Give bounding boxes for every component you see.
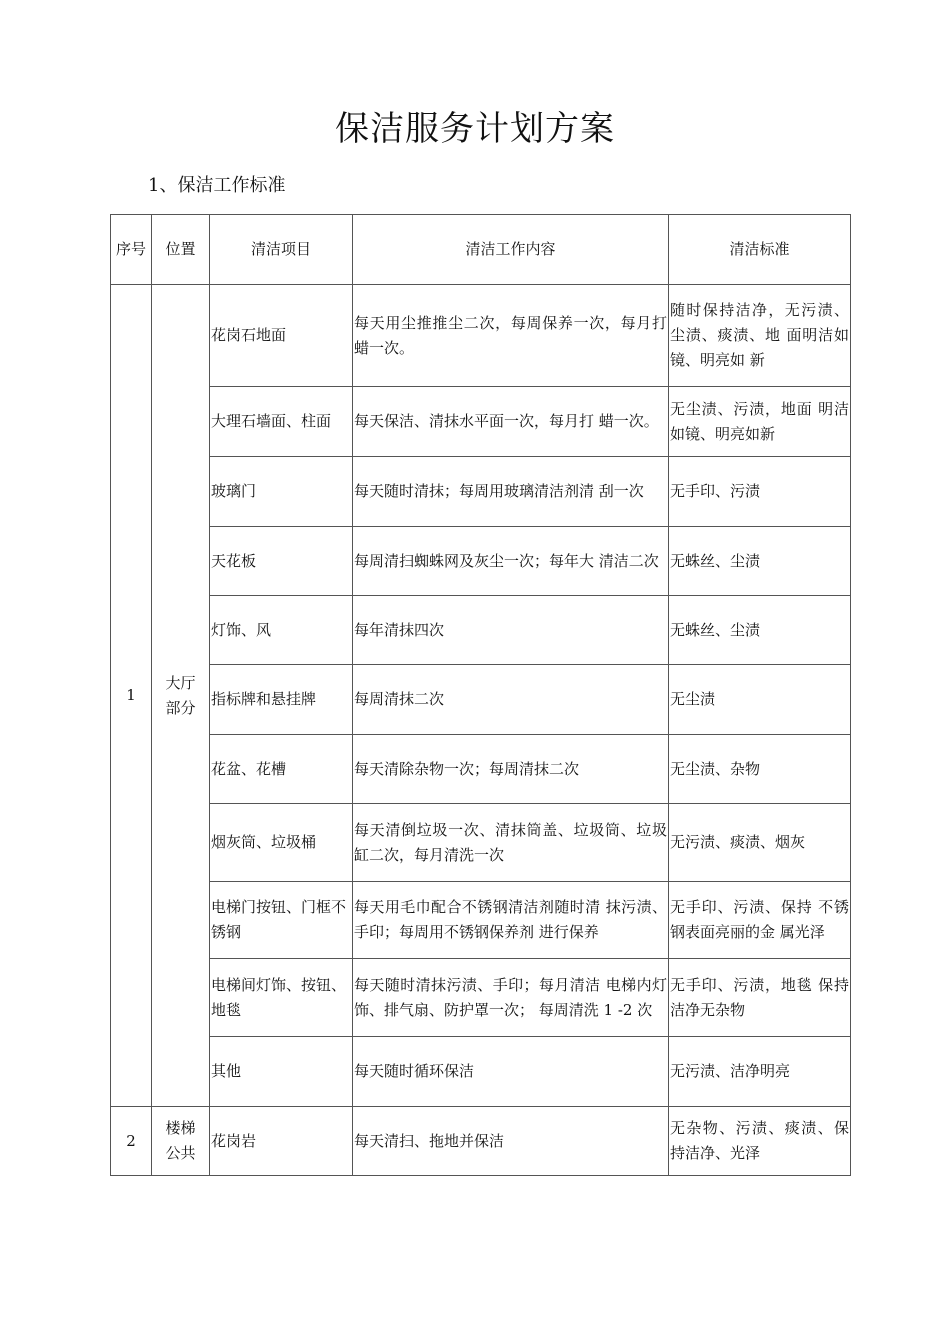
header-item: 清洁项目	[210, 215, 353, 285]
content-cell: 每天清倒垃圾一次、清抹筒盖、垃圾筒、垃圾缸二次，每月清洗一次	[353, 804, 669, 882]
table-row	[111, 596, 851, 665]
item-cell: 指标牌和悬挂牌	[210, 665, 353, 735]
page-title: 保洁服务计划方案	[335, 109, 615, 149]
item-cell: 灯饰、风	[210, 596, 353, 665]
content-cell: 每周清扫蜘蛛网及灰尘一次；每年大 清洁二次	[353, 527, 669, 596]
header-standard: 清洁标准	[669, 215, 851, 285]
content-cell: 每天用尘推推尘二次，每周保养一次，每月打蜡一次。	[353, 285, 669, 387]
item-cell: 天花板	[210, 527, 353, 596]
item-cell: 花岗石地面	[210, 285, 353, 387]
table-row	[111, 1107, 851, 1176]
content-cell: 每天随时循环保洁	[353, 1037, 669, 1107]
standard-cell: 无尘渍	[669, 665, 851, 735]
table-row	[111, 285, 851, 387]
table-row	[111, 665, 851, 735]
table-header-row	[111, 215, 851, 285]
header-content: 清洁工作内容	[353, 215, 669, 285]
table-row	[111, 959, 851, 1037]
header-no: 序号	[111, 215, 152, 285]
standard-cell: 无蛛丝、尘渍	[669, 596, 851, 665]
item-cell: 花岗岩	[210, 1107, 353, 1176]
location-cell: 大厅部分	[152, 285, 210, 1107]
standard-cell: 无手印、污渍	[669, 457, 851, 527]
standard-cell: 无手印、污渍、保持 不锈钢表面亮丽的金 属光泽	[669, 882, 851, 959]
table-row	[111, 387, 851, 457]
content-cell: 每周清抹二次	[353, 665, 669, 735]
standard-cell: 无尘渍、杂物	[669, 735, 851, 804]
table-row	[111, 804, 851, 882]
table-row	[111, 527, 851, 596]
item-cell: 花盆、花槽	[210, 735, 353, 804]
location-cell: 楼梯公共	[152, 1107, 210, 1176]
header-location: 位置	[152, 215, 210, 285]
item-cell: 玻璃门	[210, 457, 353, 527]
standard-cell: 随时保持洁净，无污渍、尘渍、痰渍、地 面明洁如镜、明亮如 新	[669, 285, 851, 387]
cleaning-standards-table	[110, 214, 851, 1176]
table-row	[111, 457, 851, 527]
content-cell: 每天清扫、拖地并保洁	[353, 1107, 669, 1176]
table-row	[111, 882, 851, 959]
item-cell: 电梯间灯饰、按钮、地毯	[210, 959, 353, 1037]
standard-cell: 无蛛丝、尘渍	[669, 527, 851, 596]
row-number-cell: 2	[111, 1107, 152, 1176]
content-cell: 每天清除杂物一次；每周清抹二次	[353, 735, 669, 804]
item-cell: 电梯门按钮、门框不锈钢	[210, 882, 353, 959]
standard-cell: 无杂物、污渍、痰渍、保持洁净、光泽	[669, 1107, 851, 1176]
table-row	[111, 735, 851, 804]
content-cell: 每天保洁、清抹水平面一次，每月打 蜡一次。	[353, 387, 669, 457]
content-cell: 每年清抹四次	[353, 596, 669, 665]
row-number-cell: 1	[111, 285, 152, 1107]
item-cell: 其他	[210, 1037, 353, 1107]
content-cell: 每天随时清抹污渍、手印；每月清洁 电梯内灯饰、排气扇、防护罩一次； 每周清洗 1 -2 次	[353, 959, 669, 1037]
content-cell: 每天用毛巾配合不锈钢清洁剂随时清 抹污渍、手印；每周用不锈钢保养剂 进行保养	[353, 882, 669, 959]
item-cell: 烟灰筒、垃圾桶	[210, 804, 353, 882]
standard-cell: 无手印、污渍，地毯 保持洁净无杂物	[669, 959, 851, 1037]
item-cell: 大理石墙面、柱面	[210, 387, 353, 457]
content-cell: 每天随时清抹；每周用玻璃清洁剂清 刮一次	[353, 457, 669, 527]
section-heading: 1、保洁工作标准	[148, 175, 286, 196]
standard-cell: 无污渍、痰渍、烟灰	[669, 804, 851, 882]
standard-cell: 无尘渍、污渍，地面 明洁如镜、明亮如新	[669, 387, 851, 457]
standard-cell: 无污渍、洁净明亮	[669, 1037, 851, 1107]
table-row	[111, 1037, 851, 1107]
